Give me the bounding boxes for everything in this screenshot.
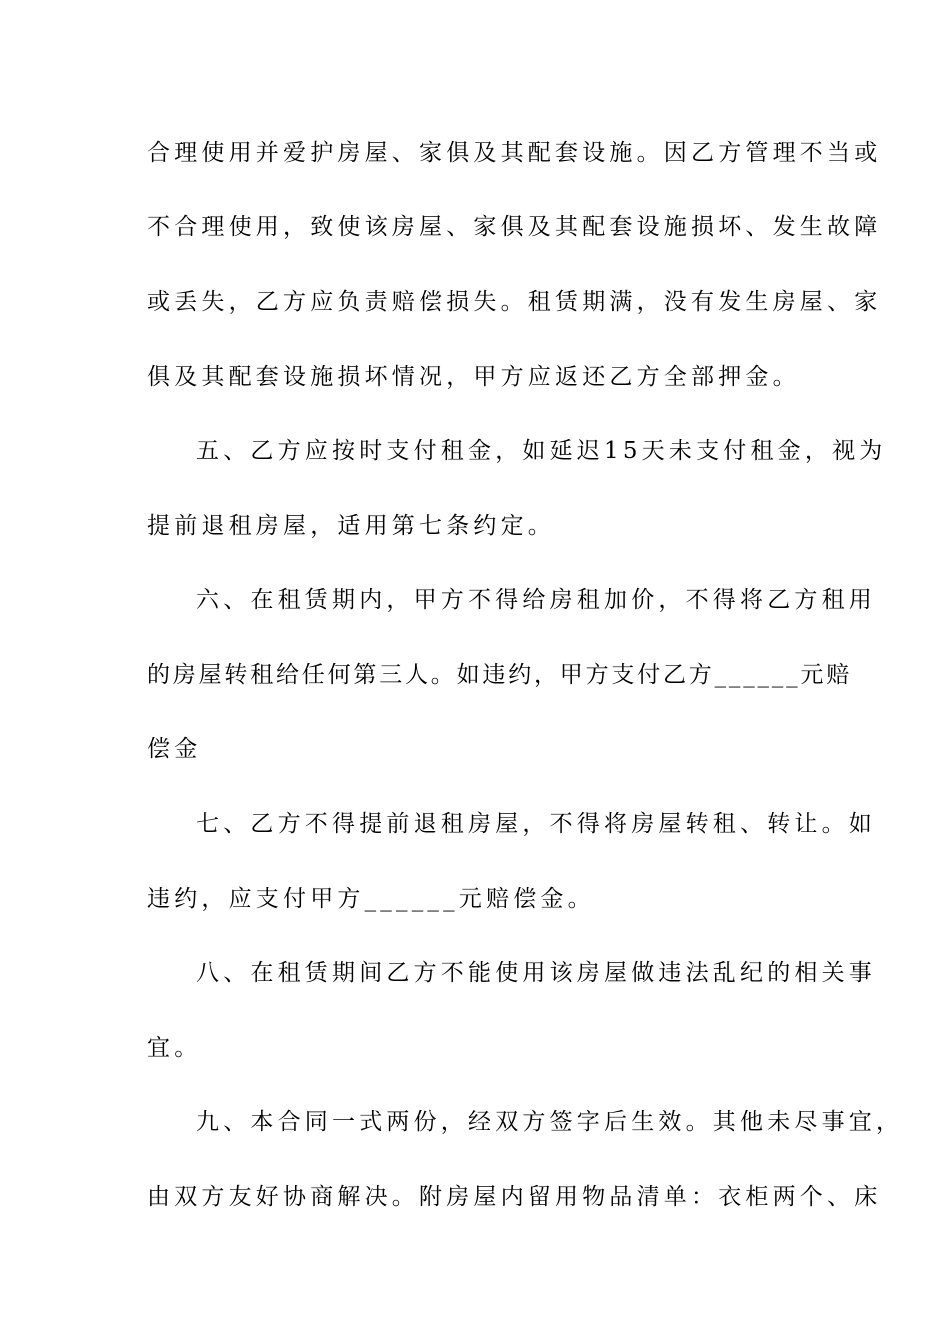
text-line: 不合理使用，致使该房屋、家俱及其配套设施损坏、发生故障 [147, 214, 882, 240]
section-six-heading-line: 六、在租赁期内，甲方不得给房租加价，不得将乙方租用 [196, 587, 876, 613]
text-line: 合理使用并爱护房屋、家俱及其配套设施。因乙方管理不当或 [147, 140, 882, 166]
text-line: 由双方友好协商解决。附房屋内留用物品清单：衣柜两个、床 [147, 1184, 882, 1210]
section-nine-heading-line: 九、本合同一式两份，经双方签字后生效。其他未尽事宜， [196, 1109, 904, 1135]
text-line: 提前退租房屋，适用第七条约定。 [147, 513, 555, 539]
section-seven-heading-line: 七、乙方不得提前退租房屋，不得将房屋转租、转让。如 [196, 811, 876, 837]
text-line: 或丢失，乙方应负责赔偿损失。租赁期满，没有发生房屋、家 [147, 289, 882, 315]
section-five-heading-line: 五、乙方应按时支付租金，如延迟15天未支付租金，视为 [196, 438, 887, 464]
text-line: 违约，应支付甲方______元赔偿金。 [147, 886, 595, 912]
text-line: 偿金 [147, 736, 202, 762]
section-eight-heading-line: 八、在租赁期间乙方不能使用该房屋做违法乱纪的相关事 [196, 960, 876, 986]
text-line: 宜。 [147, 1035, 202, 1061]
text-line: 俱及其配套设施损坏情况，甲方应返还乙方全部押金。 [147, 364, 800, 390]
text-line: 的房屋转租给任何第三人。如违约，甲方支付乙方______元赔 [147, 662, 852, 688]
